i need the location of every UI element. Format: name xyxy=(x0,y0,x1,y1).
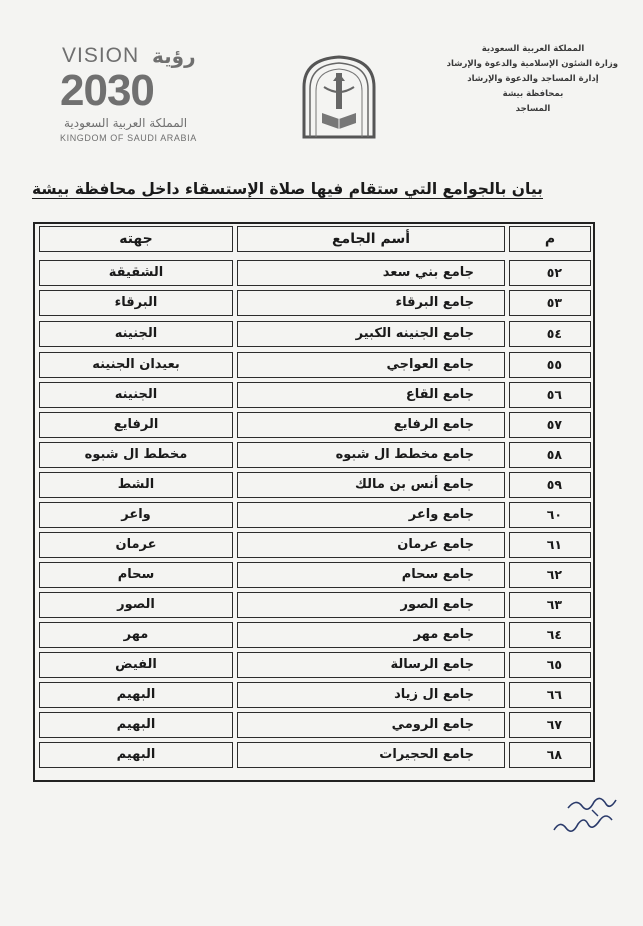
row-location: البهيم xyxy=(39,682,233,708)
row-num: ٦٦ xyxy=(509,682,591,708)
row-mosque-name: جامع القاع xyxy=(237,382,505,408)
table-row xyxy=(35,288,593,318)
header-location: جهته xyxy=(39,226,233,252)
vision-en-text: VISION xyxy=(62,44,140,67)
row-location: الشقيقة xyxy=(39,260,233,286)
row-location: الرفايع xyxy=(39,412,233,438)
row-mosque-name: جامع الرسالة xyxy=(237,652,505,678)
row-num: ٦٧ xyxy=(509,712,591,738)
row-location: عرمان xyxy=(39,532,233,558)
row-num: ٥٦ xyxy=(509,382,591,408)
row-mosque-name: جامع مهر xyxy=(237,622,505,648)
row-num: ٦٥ xyxy=(509,652,591,678)
row-num: ٥٥ xyxy=(509,352,591,378)
table-row xyxy=(35,560,593,590)
row-num: ٥٢ xyxy=(509,260,591,286)
row-mosque-name: جامع الرفايع xyxy=(237,412,505,438)
row-num: ٥٩ xyxy=(509,472,591,498)
handwritten-signature-icon xyxy=(548,790,623,840)
document-title: بيان بالجوامع التي ستقام فيها صلاة الإستسقاء داخل محافظة بيشة xyxy=(31,180,543,198)
row-location: واعر xyxy=(39,502,233,528)
mosques-table xyxy=(33,222,595,782)
row-mosque-name: جامع الجنينه الكبير xyxy=(237,321,505,347)
row-mosque-name: جامع العواجي xyxy=(237,352,505,378)
table-row xyxy=(35,650,593,680)
row-num: ٦٠ xyxy=(509,502,591,528)
row-location: البهيم xyxy=(39,742,233,768)
ministry-emblem-icon xyxy=(300,53,378,139)
row-mosque-name: جامع الصور xyxy=(237,592,505,618)
row-num: ٦٣ xyxy=(509,592,591,618)
ministry-line: المملكة العربية السعودية xyxy=(481,44,585,54)
row-num: ٦٢ xyxy=(509,562,591,588)
row-mosque-name: جامع واعر xyxy=(237,502,505,528)
row-mosque-name: جامع أنس بن مالك xyxy=(237,472,505,498)
header-name: أسم الجامع xyxy=(237,226,505,252)
kingdom-en-text: KINGDOM OF SAUDI ARABIA xyxy=(60,133,197,143)
row-location: البرقاء xyxy=(39,290,233,316)
ministry-line: المساجد xyxy=(515,104,551,114)
table-row xyxy=(35,319,593,349)
vision-ar-text: رؤية xyxy=(152,44,196,68)
row-mosque-name: جامع الحجيرات xyxy=(237,742,505,768)
row-num: ٦٤ xyxy=(509,622,591,648)
kingdom-ar-text: المملكة العربية السعودية xyxy=(64,116,188,130)
row-num: ٥٤ xyxy=(509,321,591,347)
row-location: الجنينه xyxy=(39,321,233,347)
row-mosque-name: جامع سحام xyxy=(237,562,505,588)
row-mosque-name: جامع عرمان xyxy=(237,532,505,558)
row-num: ٥٨ xyxy=(509,442,591,468)
table-row xyxy=(35,710,593,740)
row-num: ٥٧ xyxy=(509,412,591,438)
table-row xyxy=(35,680,593,710)
row-num: ٦٨ xyxy=(509,742,591,768)
ministry-line: إدارة المساجد والدعوة والإرشاد xyxy=(467,74,599,84)
table-row xyxy=(35,380,593,410)
row-mosque-name: جامع الرومي xyxy=(237,712,505,738)
row-mosque-name: جامع البرقاء xyxy=(237,290,505,316)
vision-year: 2030 xyxy=(60,66,154,115)
table-row xyxy=(35,440,593,470)
table-header-row xyxy=(35,224,593,254)
row-location: مخطط ال شبوه xyxy=(39,442,233,468)
row-location: الصور xyxy=(39,592,233,618)
table-row xyxy=(35,410,593,440)
table-row xyxy=(35,258,593,288)
row-location: الجنينه xyxy=(39,382,233,408)
table-row xyxy=(35,620,593,650)
table-row xyxy=(35,470,593,500)
row-mosque-name: جامع مخطط ال شبوه xyxy=(237,442,505,468)
table-row xyxy=(35,530,593,560)
table-row xyxy=(35,740,593,770)
row-location: الفيض xyxy=(39,652,233,678)
table-row xyxy=(35,500,593,530)
ministry-line: بمحافظة بيشة xyxy=(502,89,564,99)
row-num: ٥٣ xyxy=(509,290,591,316)
row-mosque-name: جامع ال زياد xyxy=(237,682,505,708)
table-row xyxy=(35,590,593,620)
table-row xyxy=(35,350,593,380)
row-location: البهيم xyxy=(39,712,233,738)
row-mosque-name: جامع بني سعد xyxy=(237,260,505,286)
row-num: ٦١ xyxy=(509,532,591,558)
vision-2030-logo xyxy=(52,44,217,144)
row-location: الشط xyxy=(39,472,233,498)
ministry-line: وزارة الشئون الإسلامية والدعوة والإرشاد xyxy=(446,59,618,69)
ministry-header xyxy=(448,42,618,117)
row-location: بعيدان الجنينه xyxy=(39,352,233,378)
header-num: م xyxy=(509,226,591,252)
row-location: سحام xyxy=(39,562,233,588)
row-location: مهر xyxy=(39,622,233,648)
